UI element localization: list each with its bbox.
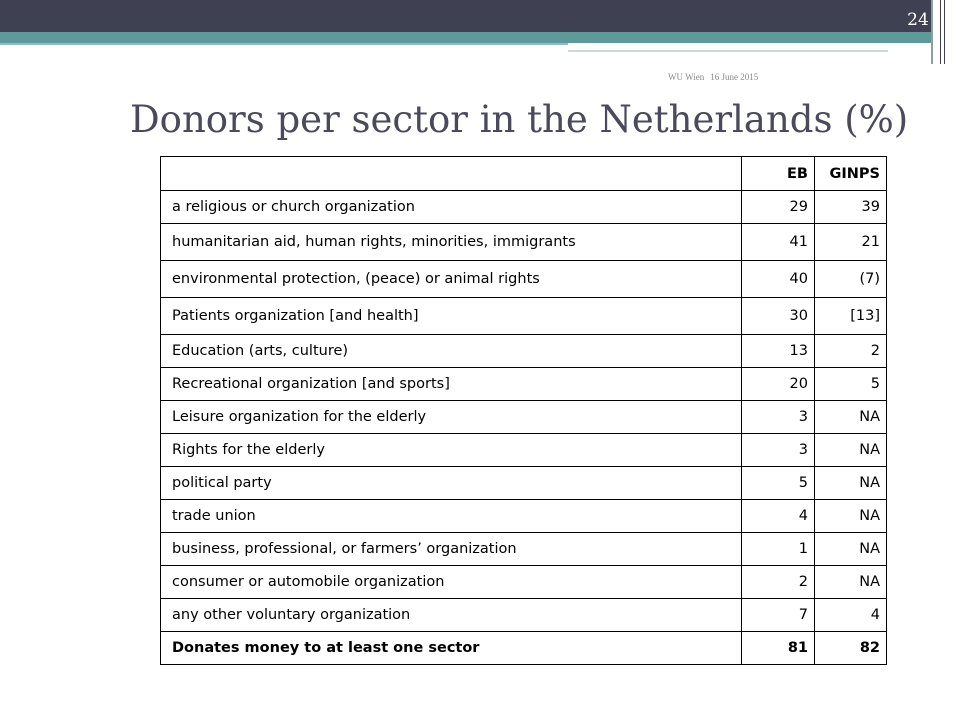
ginps-cell: NA	[815, 401, 887, 434]
eb-cell: 5	[742, 467, 815, 500]
vertical-rule	[931, 0, 933, 64]
vertical-rule	[944, 0, 945, 64]
eb-cell: 2	[742, 566, 815, 599]
donors-table	[160, 156, 887, 665]
eb-cell: 13	[742, 335, 815, 368]
sector-cell: Education (arts, culture)	[161, 335, 742, 368]
ginps-cell: 21	[815, 224, 887, 261]
ginps-cell: 39	[815, 191, 887, 224]
table-row	[161, 599, 887, 632]
sector-cell: any other voluntary organization	[161, 599, 742, 632]
eb-cell: 3	[742, 434, 815, 467]
eb-cell: 40	[742, 261, 815, 298]
table-row	[161, 566, 887, 599]
eb-cell: 29	[742, 191, 815, 224]
ginps-cell: [13]	[815, 298, 887, 335]
table-row	[161, 500, 887, 533]
table-row	[161, 434, 887, 467]
table-row	[161, 261, 887, 298]
table-row	[161, 224, 887, 261]
header-ginps: GINPS	[815, 157, 887, 191]
sector-cell: Rights for the elderly	[161, 434, 742, 467]
eb-cell: 30	[742, 298, 815, 335]
sector-cell: Leisure organization for the elderly	[161, 401, 742, 434]
vertical-rule	[940, 0, 941, 64]
slide-number: 24	[907, 10, 929, 30]
table-row	[161, 368, 887, 401]
slide-meta	[668, 72, 758, 82]
ginps-cell: 5	[815, 368, 887, 401]
sector-cell: Donates money to at least one sector	[161, 632, 742, 665]
eb-cell: 3	[742, 401, 815, 434]
eb-cell: 41	[742, 224, 815, 261]
header-accent-bar	[0, 32, 932, 43]
eb-cell: 1	[742, 533, 815, 566]
table-row	[161, 533, 887, 566]
ginps-cell: NA	[815, 467, 887, 500]
ginps-cell: (7)	[815, 261, 887, 298]
sector-cell: a religious or church organization	[161, 191, 742, 224]
table-row	[161, 467, 887, 500]
eb-cell: 81	[742, 632, 815, 665]
table-row	[161, 191, 887, 224]
sector-cell: humanitarian aid, human rights, minorities, immigrants	[161, 224, 742, 261]
eb-cell: 20	[742, 368, 815, 401]
ginps-cell: NA	[815, 566, 887, 599]
sector-cell: Recreational organization [and sports]	[161, 368, 742, 401]
table-row	[161, 401, 887, 434]
sector-cell: trade union	[161, 500, 742, 533]
ginps-cell: 4	[815, 599, 887, 632]
ginps-cell: NA	[815, 500, 887, 533]
sector-cell: business, professional, or farmers’ organization	[161, 533, 742, 566]
meta-date: 16 June 2015	[710, 72, 759, 82]
table-row	[161, 335, 887, 368]
eb-cell: 7	[742, 599, 815, 632]
sector-cell: consumer or automobile organization	[161, 566, 742, 599]
page-title: Donors per sector in the Netherlands (%)	[130, 98, 909, 141]
header-sector	[161, 157, 742, 191]
table-row	[161, 298, 887, 335]
table-header-row	[161, 157, 887, 191]
table-total-row	[161, 632, 887, 665]
ginps-cell: 2	[815, 335, 887, 368]
header-bar	[0, 0, 932, 32]
header-eb: EB	[742, 157, 815, 191]
ginps-cell: NA	[815, 533, 887, 566]
ginps-cell: 82	[815, 632, 887, 665]
sector-cell: Patients organization [and health]	[161, 298, 742, 335]
header-step-line	[568, 50, 888, 52]
sector-cell: political party	[161, 467, 742, 500]
ginps-cell: NA	[815, 434, 887, 467]
eb-cell: 4	[742, 500, 815, 533]
sector-cell: environmental protection, (peace) or animal rights	[161, 261, 742, 298]
meta-venue: WU Wien	[668, 72, 705, 82]
